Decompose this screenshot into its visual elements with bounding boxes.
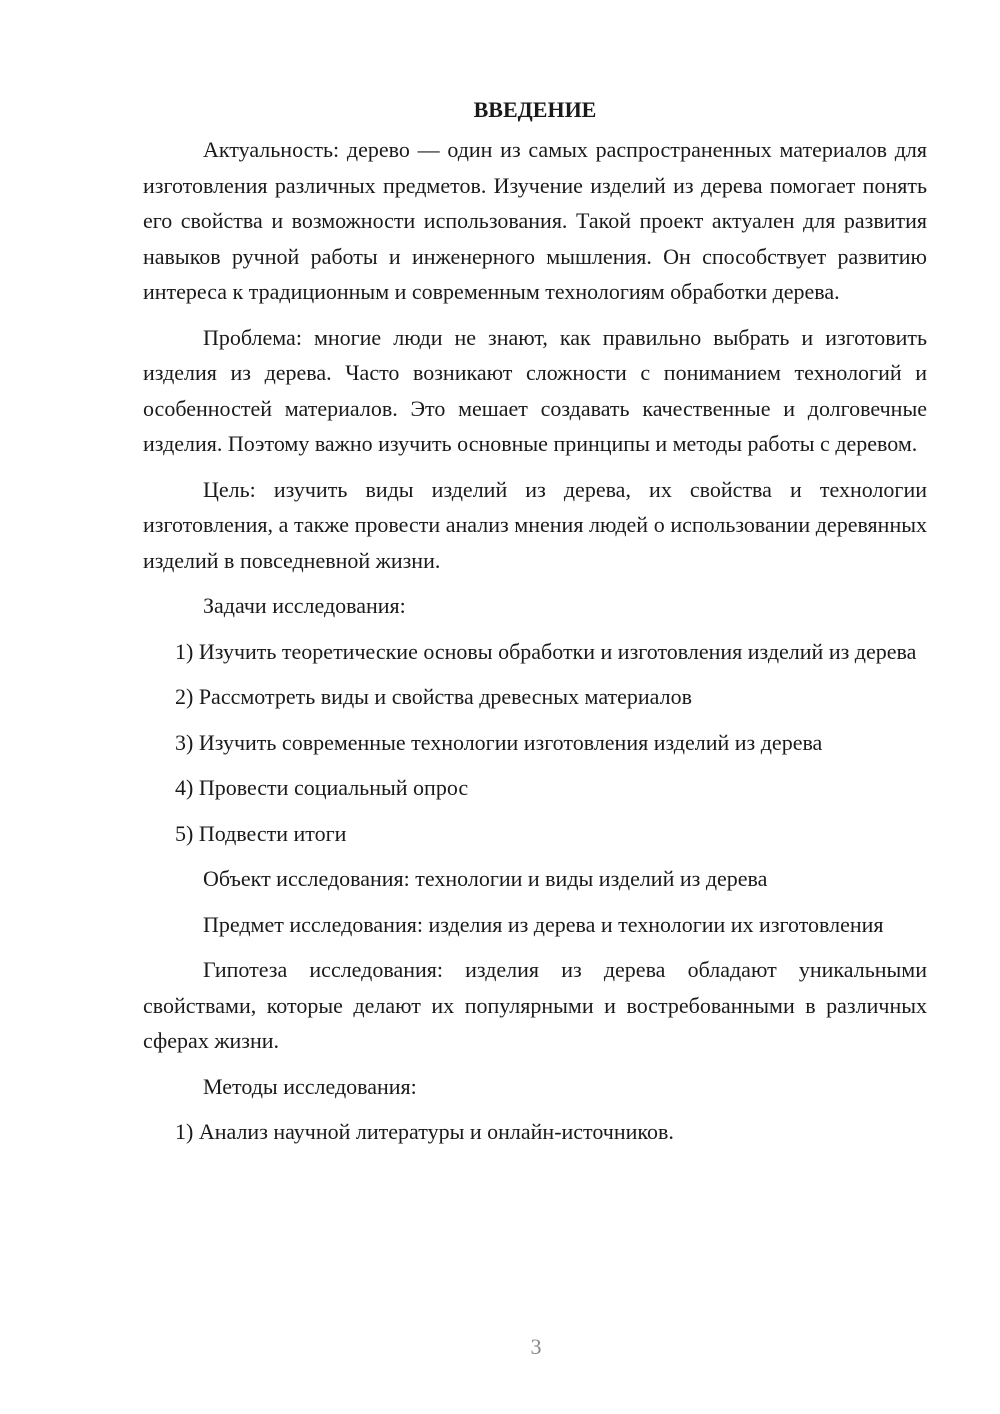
tasks-heading: Задачи исследования:: [203, 593, 406, 618]
task-item-5: 5) Подвести итоги: [175, 820, 347, 846]
task-item-3: 3) Изучить современные технологии изготовления изделий из дерева: [175, 729, 823, 755]
method-item-1: 1) Анализ научной литературы и онлайн-источников.: [175, 1119, 674, 1144]
task-item-1: 1) Изучить теоретические основы обработки и изготовления изделий из дерева: [175, 638, 917, 664]
task-item-2: 2) Рассмотреть виды и свойства древесных материалов: [175, 684, 692, 709]
goal-paragraph: Цель: изучить виды изделий из дерева, их свойства и технологии изготовления, а также провести анализ мнения людей о использовании деревянных изделий в повседневной жизни.: [143, 476, 927, 573]
object-paragraph: Объект исследования: технологии и виды изделий из дерева: [203, 866, 768, 891]
problem-paragraph: Проблема: многие люди не знают, как правильно выбрать и изготовить изделия из дерева. Часто возникают сложности с пониманием технологий и особенностей материалов. Это мешает создавать качественные и долговечные изделия. Поэтому важно изучить основные принципы и методы работы с деревом.: [143, 324, 927, 456]
page-title: ВВЕДЕНИЕ: [473, 97, 597, 122]
subject-paragraph: Предмет исследования: изделия из дерева и технологии их изготовления: [203, 911, 884, 937]
methods-heading: Методы исследования:: [203, 1073, 417, 1099]
task-item-4: 4) Провести социальный опрос: [175, 775, 469, 800]
page-content: [143, 92, 927, 1160]
hypothesis-paragraph: Гипотеза исследования: изделия из дерева обладают уникальными свойствами, которые делают их популярными и востребованными в различных сферах жизни.: [143, 957, 927, 1053]
page-number: 3: [530, 1334, 542, 1359]
relevance-paragraph: Актуальность: дерево — один из самых распространенных материалов для изготовления различных предметов. Изучение изделий из дерева помогает понять его свойства и возможности использования. Такой проект актуален для развития навыков ручной работы и инженерного мышления. Он способствует развитию интереса к традиционным и современным технологиям обработки дерева.: [143, 137, 927, 304]
